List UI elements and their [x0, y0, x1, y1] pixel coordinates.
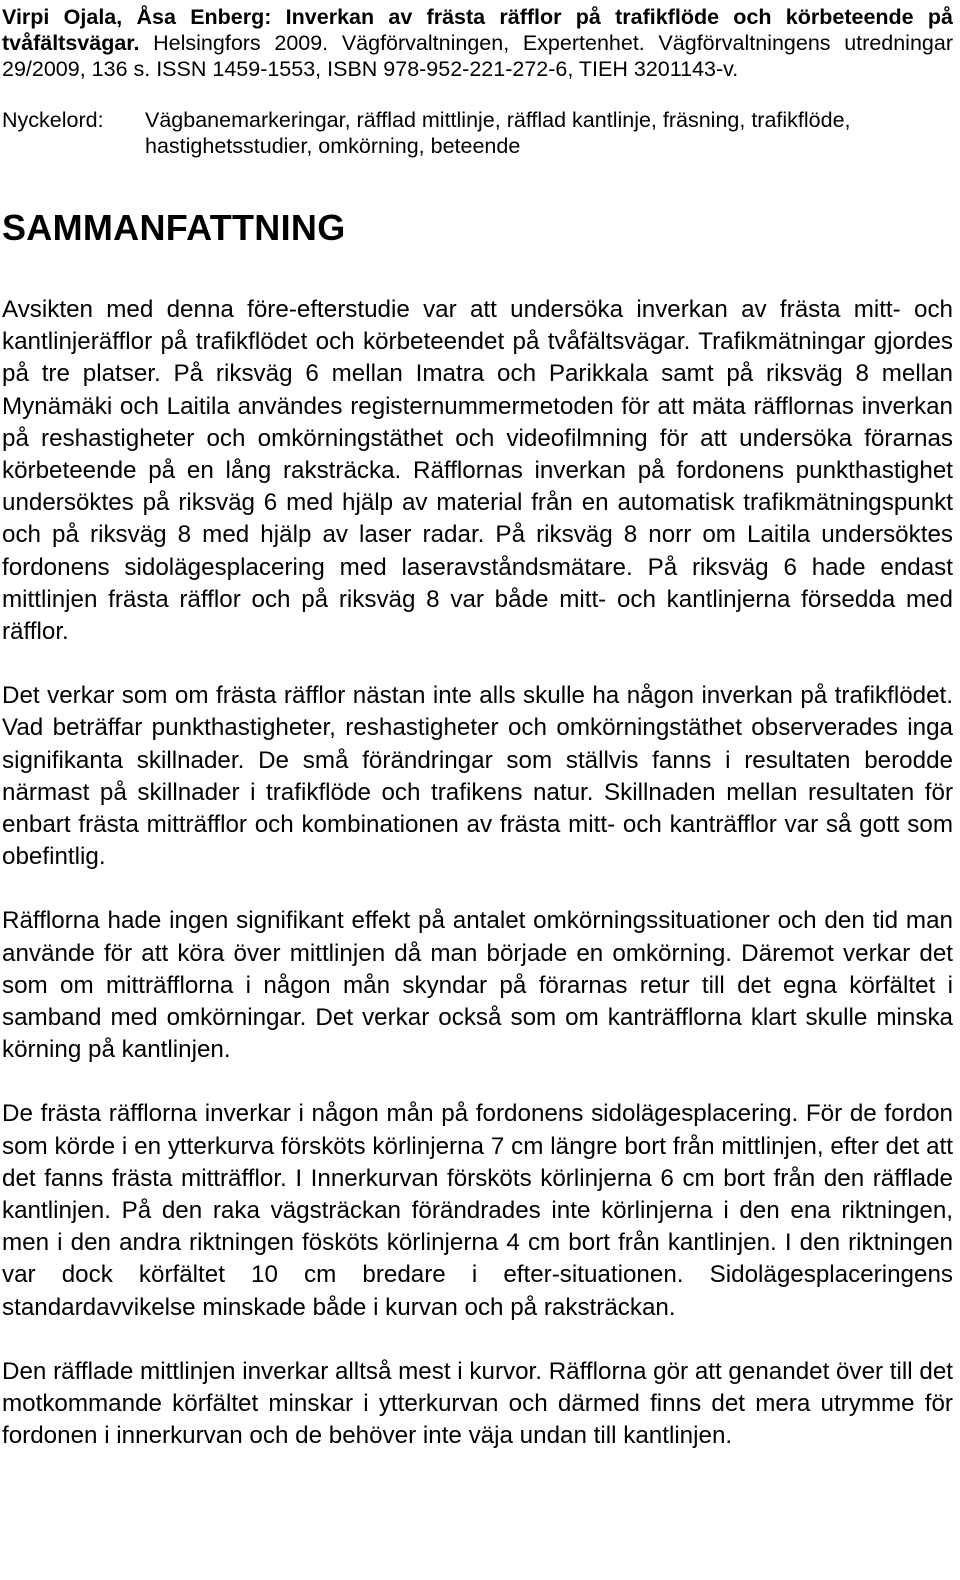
summary-body: [2, 294, 953, 1453]
summary-paragraph: Avsikten med denna före-efterstudie var att undersöka inverkan av frästa mitt- och kantlinjeräfflor på trafikflödet och körbeteendet på tvåfältsvägar. Trafikmätningar gjordes på tre platser. På riksväg 6 mellan Imatra och Parikkala samt på riksväg 8 mellan Mynämäki och Laitila användes registernummermetoden för att mäta räfflornas inverkan på reshastigheter och omkörningstäthet och videofilmning för att undersöka förarnas körbeteende på en lång raksträcka. Räfflornas inverkan på fordonens punkthastighet undersöktes på riksväg 6 med hjälp av material från en automatisk trafikmätningspunkt och på riksväg 8 med hjälp av laser radar. På riksväg 8 norr om Laitila undersöktes fordonens sidolägesplacering med laseravståndsmätare. På riksväg 6 hade endast mittlinjen frästa räfflor och på riksväg 8 var både mitt- och kantlinjerna försedda med räfflor.: [2, 296, 953, 646]
keywords-text: Vägbanemarkeringar, räfflad mittlinje, räfflad kantlinje, fräsning, trafikflöde, hastighetsstudier, omkörning, beteende: [145, 108, 851, 158]
summary-paragraph: Det verkar som om frästa räfflor nästan inte alls skulle ha någon inverkan på trafikflödet. Vad beträffar punkthastigheter, reshastigheter och omkörningstäthet observerades inga signifikanta skillnader. De små förändringar som ställvis fanns i resultaten berodde närmast på skillnader i trafikflöde och trafikens natur. Skillnaden mellan resultaten för enbart frästa mitträfflor och kombinationen av frästa mitt- och kanträfflor var så gott som obefintlig.: [2, 682, 953, 871]
document-page: [2, 0, 953, 1485]
bibliographic-citation: [2, 0, 953, 82]
summary-heading: SAMMANFATTNING: [2, 207, 346, 248]
keywords-label: Nyckelord:: [2, 108, 104, 132]
citation-authors-title: Virpi Ojala, Åsa Enberg: Inverkan av frästa räfflor på trafikflöde och körbeteende på tvåfältsvägar.: [2, 5, 953, 55]
keywords-row: [2, 107, 953, 159]
citation-publication-info: Helsingfors 2009. Vägförvaltningen, Expertenhet. Vägförvaltningens utredningar 29/2009, 136 s. ISSN 1459-1553, ISBN 978-952-221-272-6, TIEH 3201143-v.: [2, 31, 953, 81]
summary-paragraph: Räfflorna hade ingen signifikant effekt på antalet omkörningssituationer och den tid man använde för att köra över mittlinjen då man började en omkörning. Däremot verkar det som om mitträfflorna i någon mån skyndar på förarnas retur till det egna körfältet i samband med omkörningar. Det verkar också som om kanträfflorna klart skulle minska körning på kantlinjen.: [2, 907, 953, 1064]
summary-paragraph: De frästa räfflorna inverkar i någon mån på fordonens sidolägesplacering. För de fordon som körde i en ytterkurva försköts körlinjerna 7 cm längre bort från mittlinjen, efter det att det fanns frästa mitträfflor. I Innerkurvan försköts körlinjerna 6 cm bort från den räfflade kantlinjen. På den raka vägsträckan förändrades inte körlinjerna i den ena riktningen, men i den andra riktningen fösköts körlinjerna 4 cm bort från kantlinjen. I den riktningen var dock körfältet 10 cm bredare i efter-situationen. Sidolägesplaceringens standardavvikelse minskade både i kurvan och på raksträckan.: [2, 1100, 953, 1321]
summary-paragraph: Den räfflade mittlinjen inverkar alltså mest i kurvor. Räfflorna gör att genandet över till det motkommande körfältet minskar i ytterkurvan och därmed finns det mera utrymme för fordonen i innerkurvan och de behöver inte väja undan till kantlinjen.: [2, 1357, 953, 1450]
